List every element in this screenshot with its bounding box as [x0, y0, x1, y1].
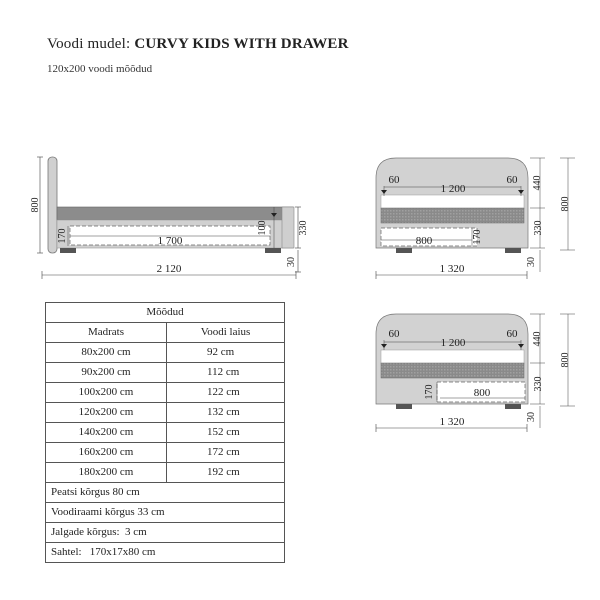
fv2-mattress [381, 363, 524, 378]
fv2-drawer-width: 800 [473, 387, 491, 399]
width-cell: 122 cm [167, 383, 285, 403]
fv1-440: 440 [532, 175, 543, 191]
front-view-2 [376, 314, 575, 432]
model-name: CURVY KIDS WITH DRAWER [134, 36, 349, 52]
note-frame-height: Voodiraami kõrgus 33 cm [46, 503, 285, 523]
mattress-cell: 160x200 cm [46, 443, 167, 463]
col-header-mattress: Madrats [46, 323, 167, 343]
side-mattress-frame [57, 207, 293, 220]
table-row [46, 383, 285, 403]
side-total-length-label: 2 120 [156, 263, 182, 275]
front-view-1 [376, 158, 575, 279]
note-drawer-size: Sahtel: 170x17x80 cm [46, 543, 285, 563]
fv2-330: 330 [533, 376, 544, 392]
mattress-cell: 140x200 cm [46, 423, 167, 443]
table-row [46, 423, 285, 443]
page-subtitle: 120x200 voodi mõõdud [47, 63, 153, 75]
width-cell: 112 cm [167, 363, 285, 383]
fv2-inner-width: 1 200 [440, 337, 466, 349]
fv2-right-60: 60 [506, 328, 518, 340]
dimensions-table [45, 302, 285, 563]
fv1-drawer-width: 800 [415, 235, 433, 247]
fv2-30: 30 [526, 412, 537, 422]
fv1-inner-width: 1 200 [440, 183, 466, 195]
fv1-right-60: 60 [506, 174, 518, 186]
fv2-left-60: 60 [388, 328, 400, 340]
side-leg-back [265, 248, 281, 253]
fv1-330: 330 [533, 220, 544, 236]
side-height-label: 800 [30, 197, 41, 213]
width-cell: 92 cm [167, 343, 285, 363]
side-drawer-length-label: 1 700 [157, 235, 183, 247]
col-header-width: Voodi laius [167, 323, 285, 343]
side-legs-height-label: 30 [286, 257, 297, 267]
table-row [46, 363, 285, 383]
width-cell: 172 cm [167, 443, 285, 463]
mattress-cell: 120x200 cm [46, 403, 167, 423]
fv2-drawer-height: 170 [424, 384, 435, 400]
mattress-cell: 100x200 cm [46, 383, 167, 403]
mattress-cell: 80x200 cm [46, 343, 167, 363]
side-gap-label: 100 [257, 220, 268, 236]
note-headboard-height: Peatsi kõrgus 80 cm [46, 483, 285, 503]
mattress-cell: 180x200 cm [46, 463, 167, 483]
table-row [46, 443, 285, 463]
fv2-800: 800 [560, 352, 571, 368]
fv2-total-width: 1 320 [439, 416, 465, 428]
note-legs-height: Jalgade kõrgus: 3 cm [46, 523, 285, 543]
side-drawer-height-label: 170 [57, 228, 68, 244]
fv1-total-width: 1 320 [439, 263, 465, 275]
fv1-30: 30 [526, 257, 537, 267]
mattress-cell: 90x200 cm [46, 363, 167, 383]
fv1-800: 800 [560, 196, 571, 212]
title-prefix: Voodi mudel: [47, 36, 131, 52]
fv1-left-60: 60 [388, 174, 400, 186]
fv2-440: 440 [532, 331, 543, 347]
table-row [46, 463, 285, 483]
width-cell: 132 cm [167, 403, 285, 423]
side-leg-front [60, 248, 76, 253]
side-headboard [48, 157, 57, 253]
fv1-mattress [381, 208, 524, 223]
table-row [46, 343, 285, 363]
fv1-drawer-height: 170 [472, 229, 483, 245]
side-footboard [282, 207, 294, 248]
table-row [46, 403, 285, 423]
width-cell: 152 cm [167, 423, 285, 443]
table-title: Mõõdud [46, 303, 285, 323]
width-cell: 192 cm [167, 463, 285, 483]
side-view [30, 157, 309, 279]
side-frame-height-label: 330 [298, 220, 309, 236]
